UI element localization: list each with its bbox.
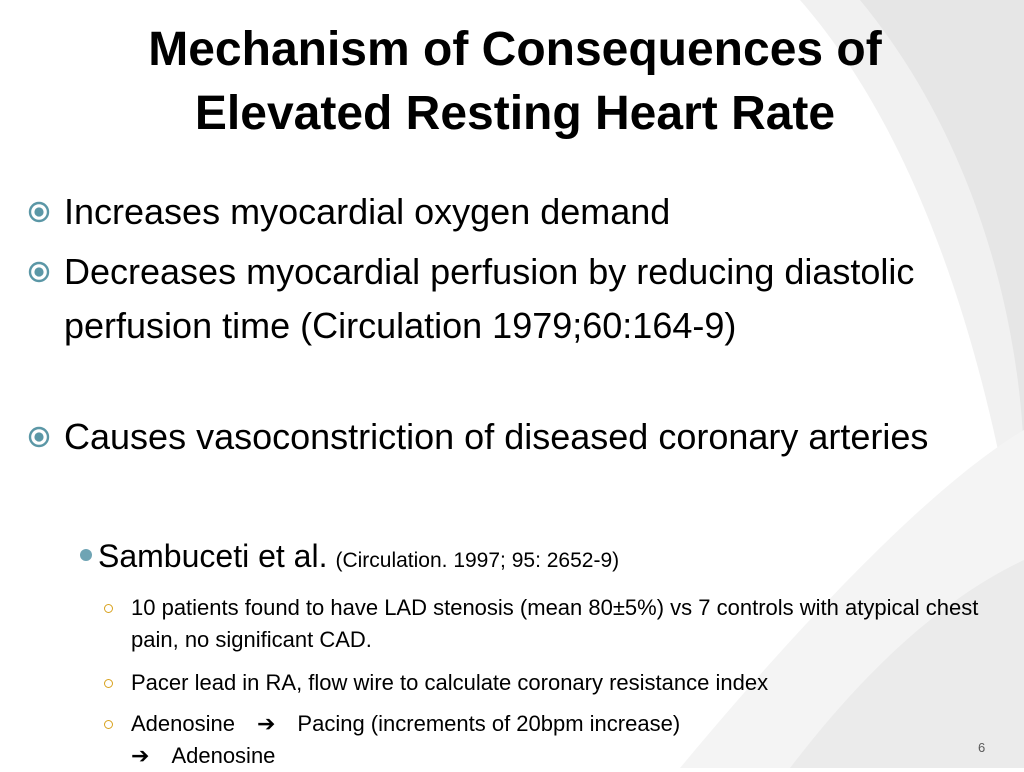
bullet-text: Increases myocardial oxygen demand: [64, 191, 671, 232]
author-name: Sambuceti et al.: [98, 538, 328, 574]
sub-sub-bullet-patients: [104, 592, 994, 656]
sub-sub-bullet-pacer: [104, 667, 994, 699]
sub-sub-bullet-text: Pacer lead in RA, flow wire to calculate coronary resistance index: [131, 670, 769, 695]
bullet-text: Causes vasoconstriction of diseased coronary arteries: [64, 416, 929, 457]
right-arrow-icon: ➔: [256, 711, 276, 736]
sequence-step-3: Adenosine: [171, 743, 276, 768]
sub-bullet-text: [98, 534, 980, 583]
ring-bullet-icon: [104, 720, 113, 729]
circled-dot-bullet-icon: [28, 261, 50, 283]
circled-dot-bullet-icon: [28, 426, 50, 448]
bullet-item-perfusion: [28, 245, 998, 353]
title-line-2: Elevated Resting Heart Rate: [194, 87, 836, 140]
sub-bullet-sambuceti: [80, 534, 980, 583]
filled-dot-bullet-icon: [80, 549, 92, 561]
sequence-step-2: Pacing (increments of 20bpm increase): [297, 711, 681, 736]
sequence-continuation: [131, 740, 994, 772]
ring-bullet-icon: [104, 604, 113, 613]
bullet-item-oxygen-demand: [28, 185, 998, 239]
bullet-item-vasoconstriction: [28, 410, 998, 464]
slide-number: 6: [978, 740, 986, 755]
bullet-text: Decreases myocardial perfusion by reducing diastolic perfusion time (Circulation 1979;60:164-9): [64, 251, 915, 346]
sub-sub-bullet-text: 10 patients found to have LAD stenosis (mean 80±5%) vs 7 controls with atypical chest pain, no significant CAD.: [131, 595, 979, 652]
sub-sub-bullet-sequence: [104, 708, 994, 772]
sequence-step-1: Adenosine: [131, 711, 235, 736]
ring-bullet-icon: [104, 679, 113, 688]
circled-dot-bullet-icon: [28, 201, 50, 223]
right-arrow-icon: ➔: [131, 743, 150, 768]
sequence-text: [131, 708, 994, 772]
title-line-1: Mechanism of Consequences of: [148, 23, 882, 76]
citation: (Circulation. 1997; 95: 2652-9): [335, 549, 620, 572]
